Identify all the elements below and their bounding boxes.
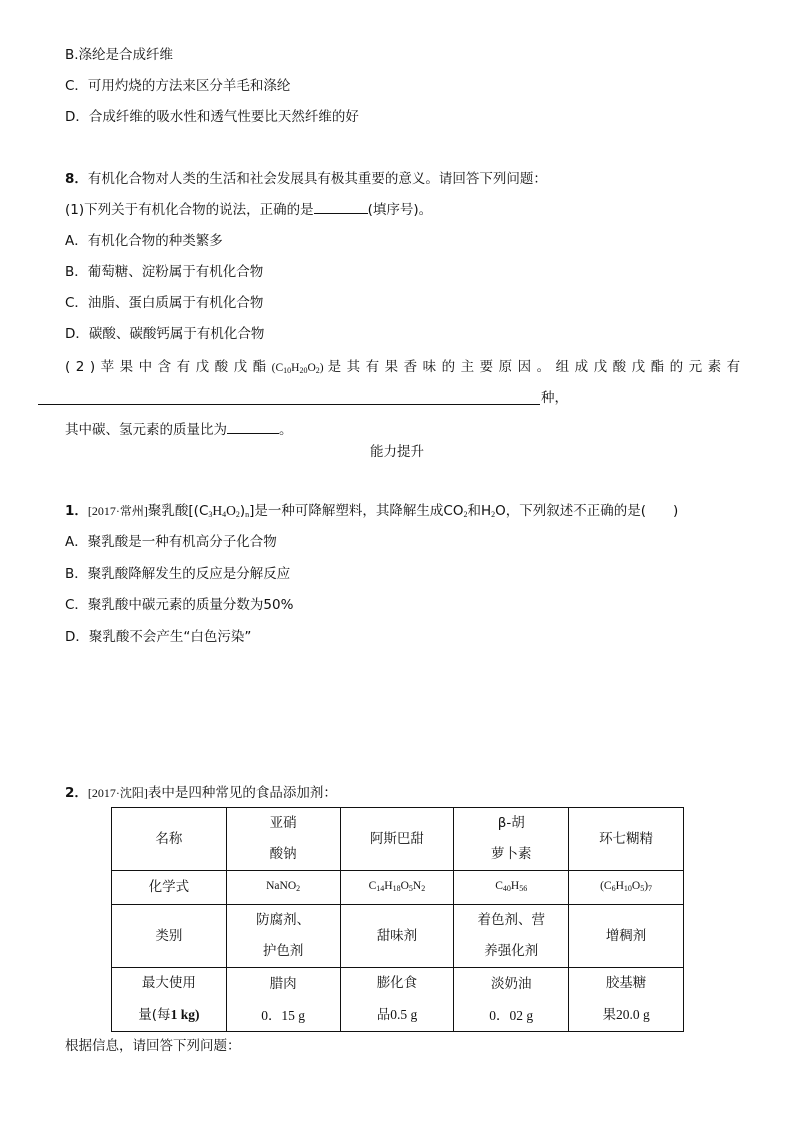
q8-ratio-text: 其中碳、氢元素的质量比为 xyxy=(65,422,227,438)
q7-option-d: D．合成纤维的吸水性和透气性要比天然纤维的好 xyxy=(65,109,359,125)
table-cell: 膨化食 品0.5 g xyxy=(340,968,454,1032)
table-cell: β-胡 萝卜素 xyxy=(454,808,569,871)
table-cell: 化学式 xyxy=(112,871,227,905)
formula-pentyl-pentanoate: $(C_{10}H_{20}O_2)$ xyxy=(271,362,324,375)
table-cell: NaNO$_2$ xyxy=(226,871,340,905)
n1-option-b: B．聚乳酸降解发生的反应是分解反应 xyxy=(65,566,291,582)
q8-option-b: B．葡萄糖、淀粉属于有机化合物 xyxy=(65,264,264,280)
q8-part2 xyxy=(65,358,746,380)
answer-blank-long xyxy=(38,404,540,405)
q8-part2-ratio xyxy=(65,421,293,439)
q8-part2-text-a: (2)苹果中含有戊酸戊酯 xyxy=(65,359,272,375)
table-cell: 淡奶油 0．02 g xyxy=(454,968,569,1032)
q7-option-b: B.涤纶是合成纤维 xyxy=(65,47,174,63)
table-cell: 腊肉 0．15 g xyxy=(226,968,340,1032)
table-cell: 甜味剂 xyxy=(340,905,454,968)
n1-stem-d: O，下列叙述不正确的是( ) xyxy=(495,503,679,519)
n1-stem-c: 和H xyxy=(467,503,492,519)
n2-stem-text: 表中是四种常见的食品添加剂： xyxy=(147,785,337,801)
table-cell: 环七糊精 xyxy=(569,808,684,871)
n1-number: 1． xyxy=(65,503,88,519)
table-cell: 阿斯巴甜 xyxy=(340,808,454,871)
n1-option-a: A．聚乳酸是一种有机高分子化合物 xyxy=(65,534,277,550)
table-cell: 防腐剂、 护色剂 xyxy=(226,905,340,968)
q7-option-c: C．可用灼烧的方法来区分羊毛和涤纶 xyxy=(65,78,291,94)
table-row-category xyxy=(112,905,684,968)
q8-option-a: A．有机化合物的种类繁多 xyxy=(65,233,223,249)
table-row-max-usage xyxy=(112,968,684,1032)
n1-option-d: D．聚乳酸不会产生“白色污染” xyxy=(65,629,252,645)
n1-option-c: C．聚乳酸中碳元素的质量分数为50% xyxy=(65,597,294,613)
q8-option-d: D．碳酸、碳酸钙属于有机化合物 xyxy=(65,326,265,342)
table-row-formula xyxy=(112,871,684,905)
q8-stem xyxy=(65,170,547,188)
table-cell: 胶基糖 果20.0 g xyxy=(569,968,684,1032)
table-cell: 类别 xyxy=(112,905,227,968)
q8-ratio-tail: 。 xyxy=(279,422,293,438)
q8-stem-text: 有机化合物对人类的生活和社会发展具有极其重要的意义。请回答下列问题： xyxy=(87,171,547,187)
n1-source: [2017·常州] xyxy=(87,504,148,518)
table-cell: $(C_6H_{10}O_5)_7$ xyxy=(569,871,684,905)
table-cell: 最大使用 量(每1 kg) xyxy=(112,968,227,1032)
table-cell: $C_{40}H_{56}$ xyxy=(454,871,569,905)
n1-stem-b: ]是一种可降解塑料，其降解生成CO xyxy=(249,503,464,519)
n2-follow-up: 根据信息，请回答下列问题： xyxy=(65,1038,241,1054)
table-cell: 名称 xyxy=(112,808,227,871)
answer-blank xyxy=(314,201,368,214)
table-row-name xyxy=(112,808,684,871)
n2-stem xyxy=(65,784,337,802)
q8-option-c: C．油脂、蛋白质属于有机化合物 xyxy=(65,295,264,311)
table-cell: 亚硝 酸钠 xyxy=(226,808,340,871)
q8-part1-text: (1)下列关于有机化合物的说法，正确的是 xyxy=(65,202,314,218)
q8-part2-end: 种， xyxy=(541,390,568,406)
n1-stem-a: 聚乳酸[(C xyxy=(147,503,209,519)
table-cell: 增稠剂 xyxy=(569,905,684,968)
table-cell: 着色剂、营 养强化剂 xyxy=(454,905,569,968)
q8-number: 8． xyxy=(65,171,88,187)
food-additive-table xyxy=(111,807,684,1032)
n2-number: 2． xyxy=(65,785,88,801)
n1-stem: 1．[2017·常州]聚乳酸$[(C_3H_4O_2)_n]$是一种可降解塑料，其降解生成$CO_2$和$H_2O$，下列叙述不正确的是( ) xyxy=(65,503,679,519)
section-title: 能力提升 xyxy=(370,444,424,460)
q8-part1 xyxy=(65,201,432,219)
table-cell: $C_{14}H_{18}O_5N_2$ xyxy=(340,871,454,905)
n2-source: [2017·沈阳] xyxy=(87,786,148,800)
q8-part2-text-b: 是其有果香味的主要原因。组成戊酸戊酯的元素有 xyxy=(327,359,746,375)
q8-part1-tail: (填序号)。 xyxy=(367,202,433,218)
answer-blank xyxy=(227,421,279,434)
